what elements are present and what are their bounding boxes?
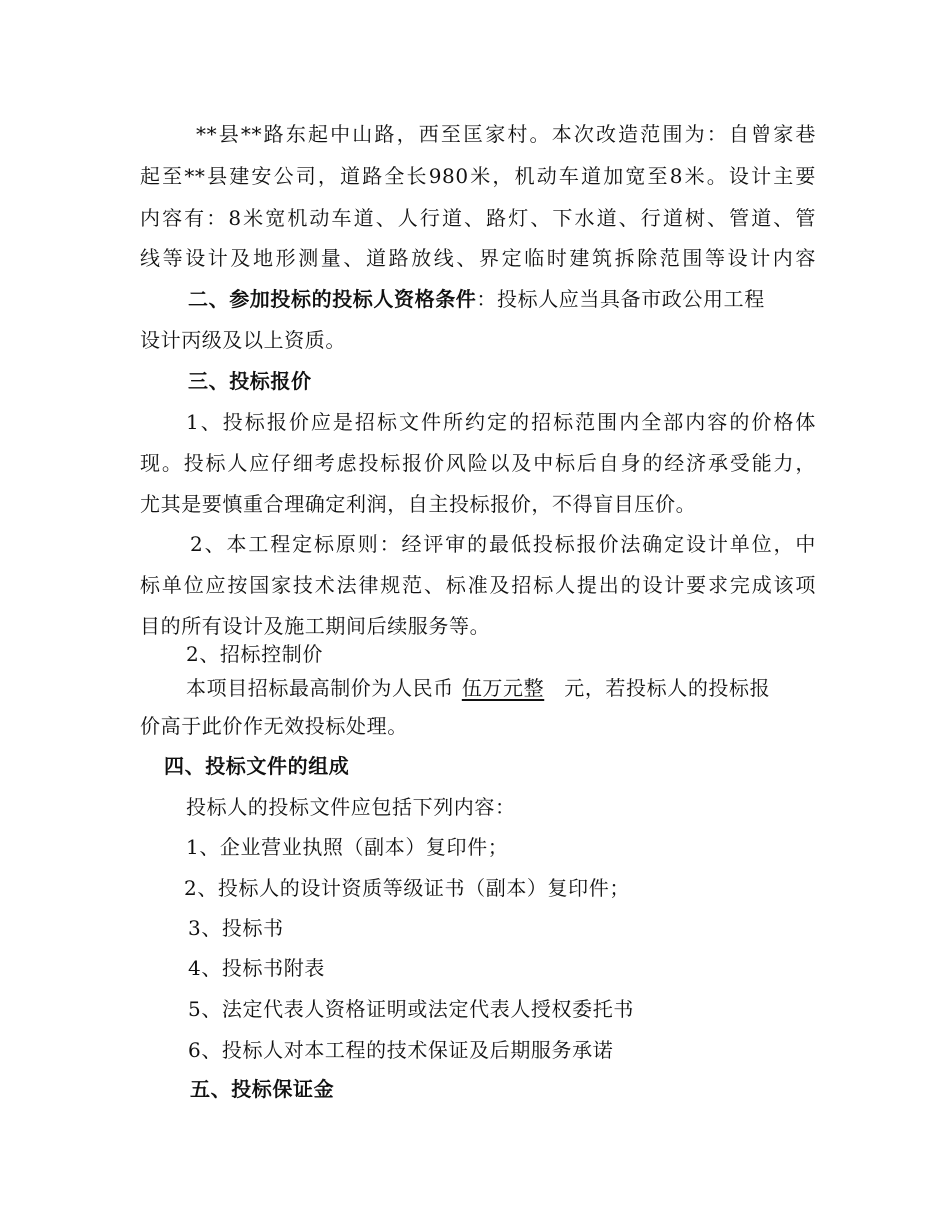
- quote-p2-line-2: 标单位应按国家技术法律规范、标准及招标人提出的设计要求完成该项: [140, 573, 816, 597]
- docs-heading: 四、投标文件的组成: [164, 754, 350, 778]
- project-desc-line-2: 起至**县建安公司，道路全长980米，机动车道加宽至8米。设计主要: [140, 164, 816, 188]
- project-desc-line-1: **县**路东起中山路，西至匡家村。本次改造范围为：自曾家巷: [196, 122, 816, 146]
- project-desc-line-4: 线等设计及地形测量、道路放线、界定临时建筑拆除范围等设计内容: [140, 246, 816, 270]
- quote-heading: 三、投标报价: [188, 369, 312, 393]
- docs-intro: 投标人的投标文件应包括下列内容：: [186, 795, 516, 819]
- quote-p2-line-1: 2、本工程定标原则：经评审的最低投标报价法确定设计单位，中: [190, 532, 816, 556]
- quote-p1-line-1: 1、投标报价应是招标文件所约定的招标范围内全部内容的价格体: [186, 410, 816, 434]
- quote-p1-line-3: 尤其是要慎重合理确定利润，自主投标报价，不得盲目压价。: [140, 492, 697, 516]
- quote-p2-line-3: 目的所有设计及施工期间后续服务等。: [140, 614, 491, 638]
- qualification-text-line-2: 设计丙级及以上资质。: [140, 328, 346, 352]
- docs-item-1: 1、企业营业执照（副本）复印件；: [186, 835, 509, 859]
- project-desc-line-3: 内容有：8米宽机动车道、人行道、路灯、下水道、行道树、管道、管: [140, 206, 816, 230]
- quote-p3-line-1: [186, 674, 770, 702]
- quote-p3-prefix: 本项目招标最高制价为人民币: [186, 676, 454, 700]
- deposit-heading: 五、投标保证金: [190, 1077, 335, 1101]
- docs-item-5: 5、法定代表人资格证明或法定代表人授权委托书: [188, 997, 634, 1021]
- qualification-text: ：投标人应当具备市政公用工程: [476, 287, 765, 311]
- control-price-amount: 伍万元整: [461, 676, 545, 700]
- quote-p3-suffix: 元，若投标人的投标报: [564, 676, 771, 700]
- quote-p3-title: 2、招标控制价: [186, 642, 323, 666]
- qualification-paragraph: [188, 285, 765, 313]
- docs-item-4: 4、投标书附表: [188, 956, 325, 980]
- docs-item-3: 3、投标书: [188, 916, 284, 940]
- docs-item-6: 6、投标人对本工程的技术保证及后期服务承诺: [188, 1038, 614, 1062]
- qualification-heading: 二、参加投标的投标人资格条件: [188, 287, 477, 311]
- quote-p1-line-2: 现。投标人应仔细考虑投标报价风险以及中标后自身的经济承受能力，: [140, 451, 816, 475]
- quote-p3-line-2: 价高于此价作无效投标处理。: [140, 714, 408, 738]
- docs-item-2: 2、投标人的设计资质等级证书（副本）复印件；: [184, 876, 630, 900]
